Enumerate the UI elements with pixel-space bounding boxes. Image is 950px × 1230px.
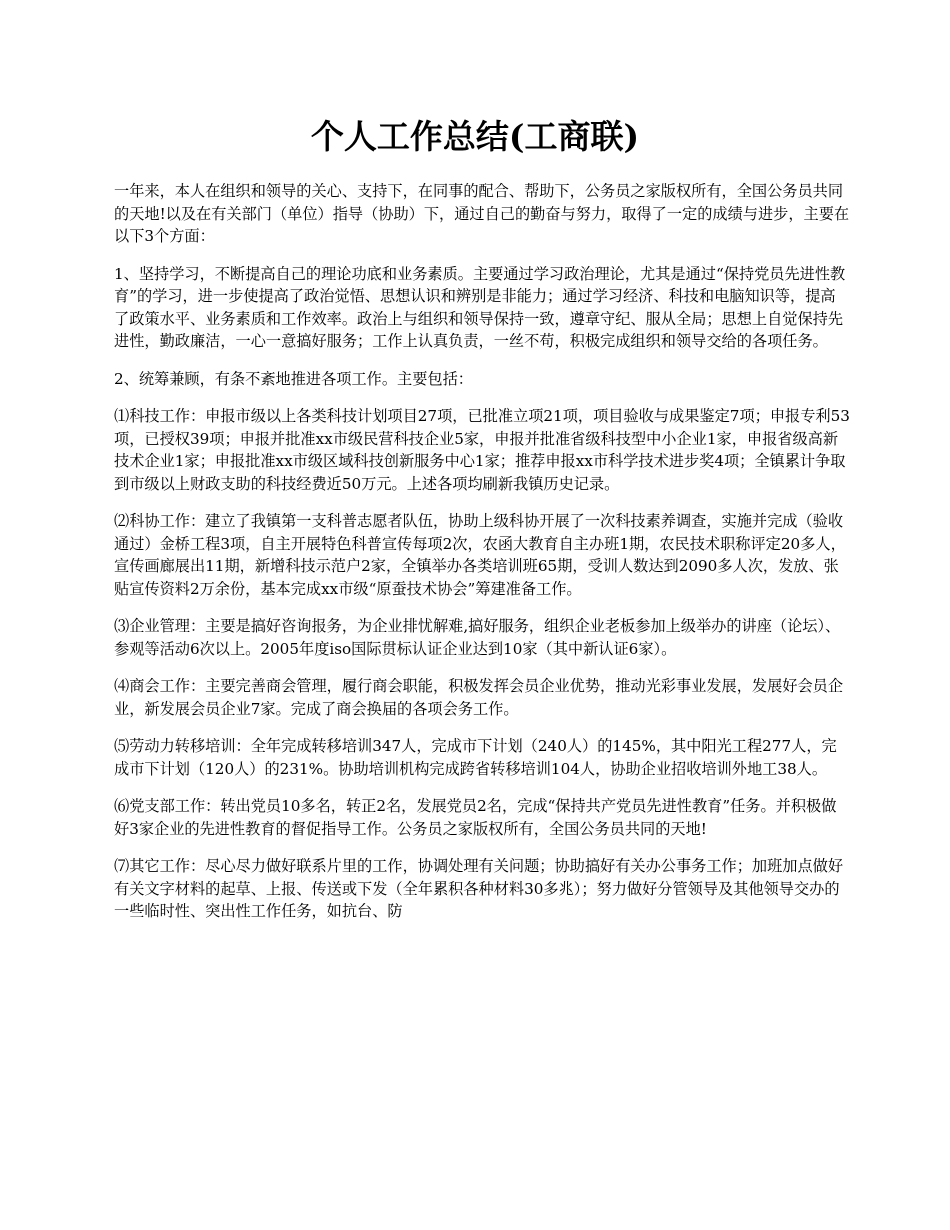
paragraph-tech-work: ⑴科技工作：申报市级以上各类科技计划项目27项，已批准立项21项，项目验收与成果鉴定7项；申报专利53项，已授权39项；申报并批准xx市级民营科技企业5家，申报并批准省级科技型中小企业1家，申报省级高新技术企业1家；申报批准xx市级区域科技创新服务中心1家；推荐申报xx市科学技术进步奖4项；全镇累计争取到市级以上财政支助的科技经费近50万元。上述各项均刷新我镇历史记录。 [114,407,850,493]
document-body [114,180,850,938]
paragraph-intro: 一年来，本人在组织和领导的关心、支持下，在同事的配合、帮助下，公务员之家版权所有，全国公务员共同的天地!以及在有关部门（单位）指导（协助）下，通过自己的勤奋与努力，取得了一定的成绩与进步，主要在以下3个方面： [114,182,850,245]
paragraph-enterprise-management: ⑶企业管理：主要是搞好咨询报务，为企业排忧解难,搞好服务，组织企业老板参加上级举办的讲座（论坛）、参观等活动6次以上。2005年度iso国际贯标认证企业达到10家（其中新认证6家）。 [114,617,841,658]
paragraph-study: 1、坚持学习，不断提高自己的理论功底和业务素质。主要通过学习政治理论，尤其是通过“保持党员先进性教育”的学习，进一步使提高了政治觉悟、思想认识和辨别是非能力；通过学习经济、科技和电脑知识等，提高了政策水平、业务素质和工作效率。政治上与组织和领导保持一致，遵章守纪、服从全局；思想上自觉保持先进性，勤政廉洁，一心一意搞好服务；工作上认真负责，一丝不苟，积极完成组织和领导交给的各项任务。 [114,264,846,350]
paragraph-chamber-of-commerce: ⑷商会工作：主要完善商会管理，履行商会职能，积极发挥会员企业优势，推动光彩事业发展，发展好会员企业，新发展会员企业7家。完成了商会换届的各项会务工作。 [114,677,843,718]
paragraph-labor-training: ⑸劳动力转移培训：全年完成转移培训347人，完成市下计划（240人）的145%，其中阳光工程277人，完成市下计划（120人）的231%。协助培训机构完成跨省转移培训104人，协助企业招收培训外地工38人。 [114,737,837,778]
paragraph-party-branch: ⑹党支部工作：转出党员10多名，转正2名，发展党员2名，完成“保持共产党员先进性教育”任务。并积极做好3家企业的先进性教育的督促指导工作。公务员之家版权所有，全国公务员共同的天地! [114,797,837,838]
paragraph-other-work: ⑺其它工作：尽心尽力做好联系片里的工作，协调处理有关问题；协助搞好有关办公事务工作；加班加点做好有关文字材料的起草、上报、传送或下发（全年累积各种材料30多兆）；努力做好分管领导及其他领导交办的一些临时性、突出性工作任务，如抗台、防 [114,857,843,920]
paragraph-overview: 2、统筹兼顾，有条不紊地推进各项工作。主要包括： [114,369,473,388]
paragraph-science-association: ⑵科协工作：建立了我镇第一支科普志愿者队伍，协助上级科协开展了一次科技素养调查，实施并完成（验收通过）金桥工程3项，自主开展特色科普宣传每项2次，农函大教育自主办班1期，农民技术职称评定20多人，宣传画廊展出11期，新增科技示范户2家，全镇举办各类培训班65期，受训人数达到2090多人次，发放、张贴宣传资料2万余份，基本完成xx市级“原蚕技术协会”筹建准备工作。 [114,512,846,598]
document-title: 个人工作总结(工商联) [310,117,640,156]
